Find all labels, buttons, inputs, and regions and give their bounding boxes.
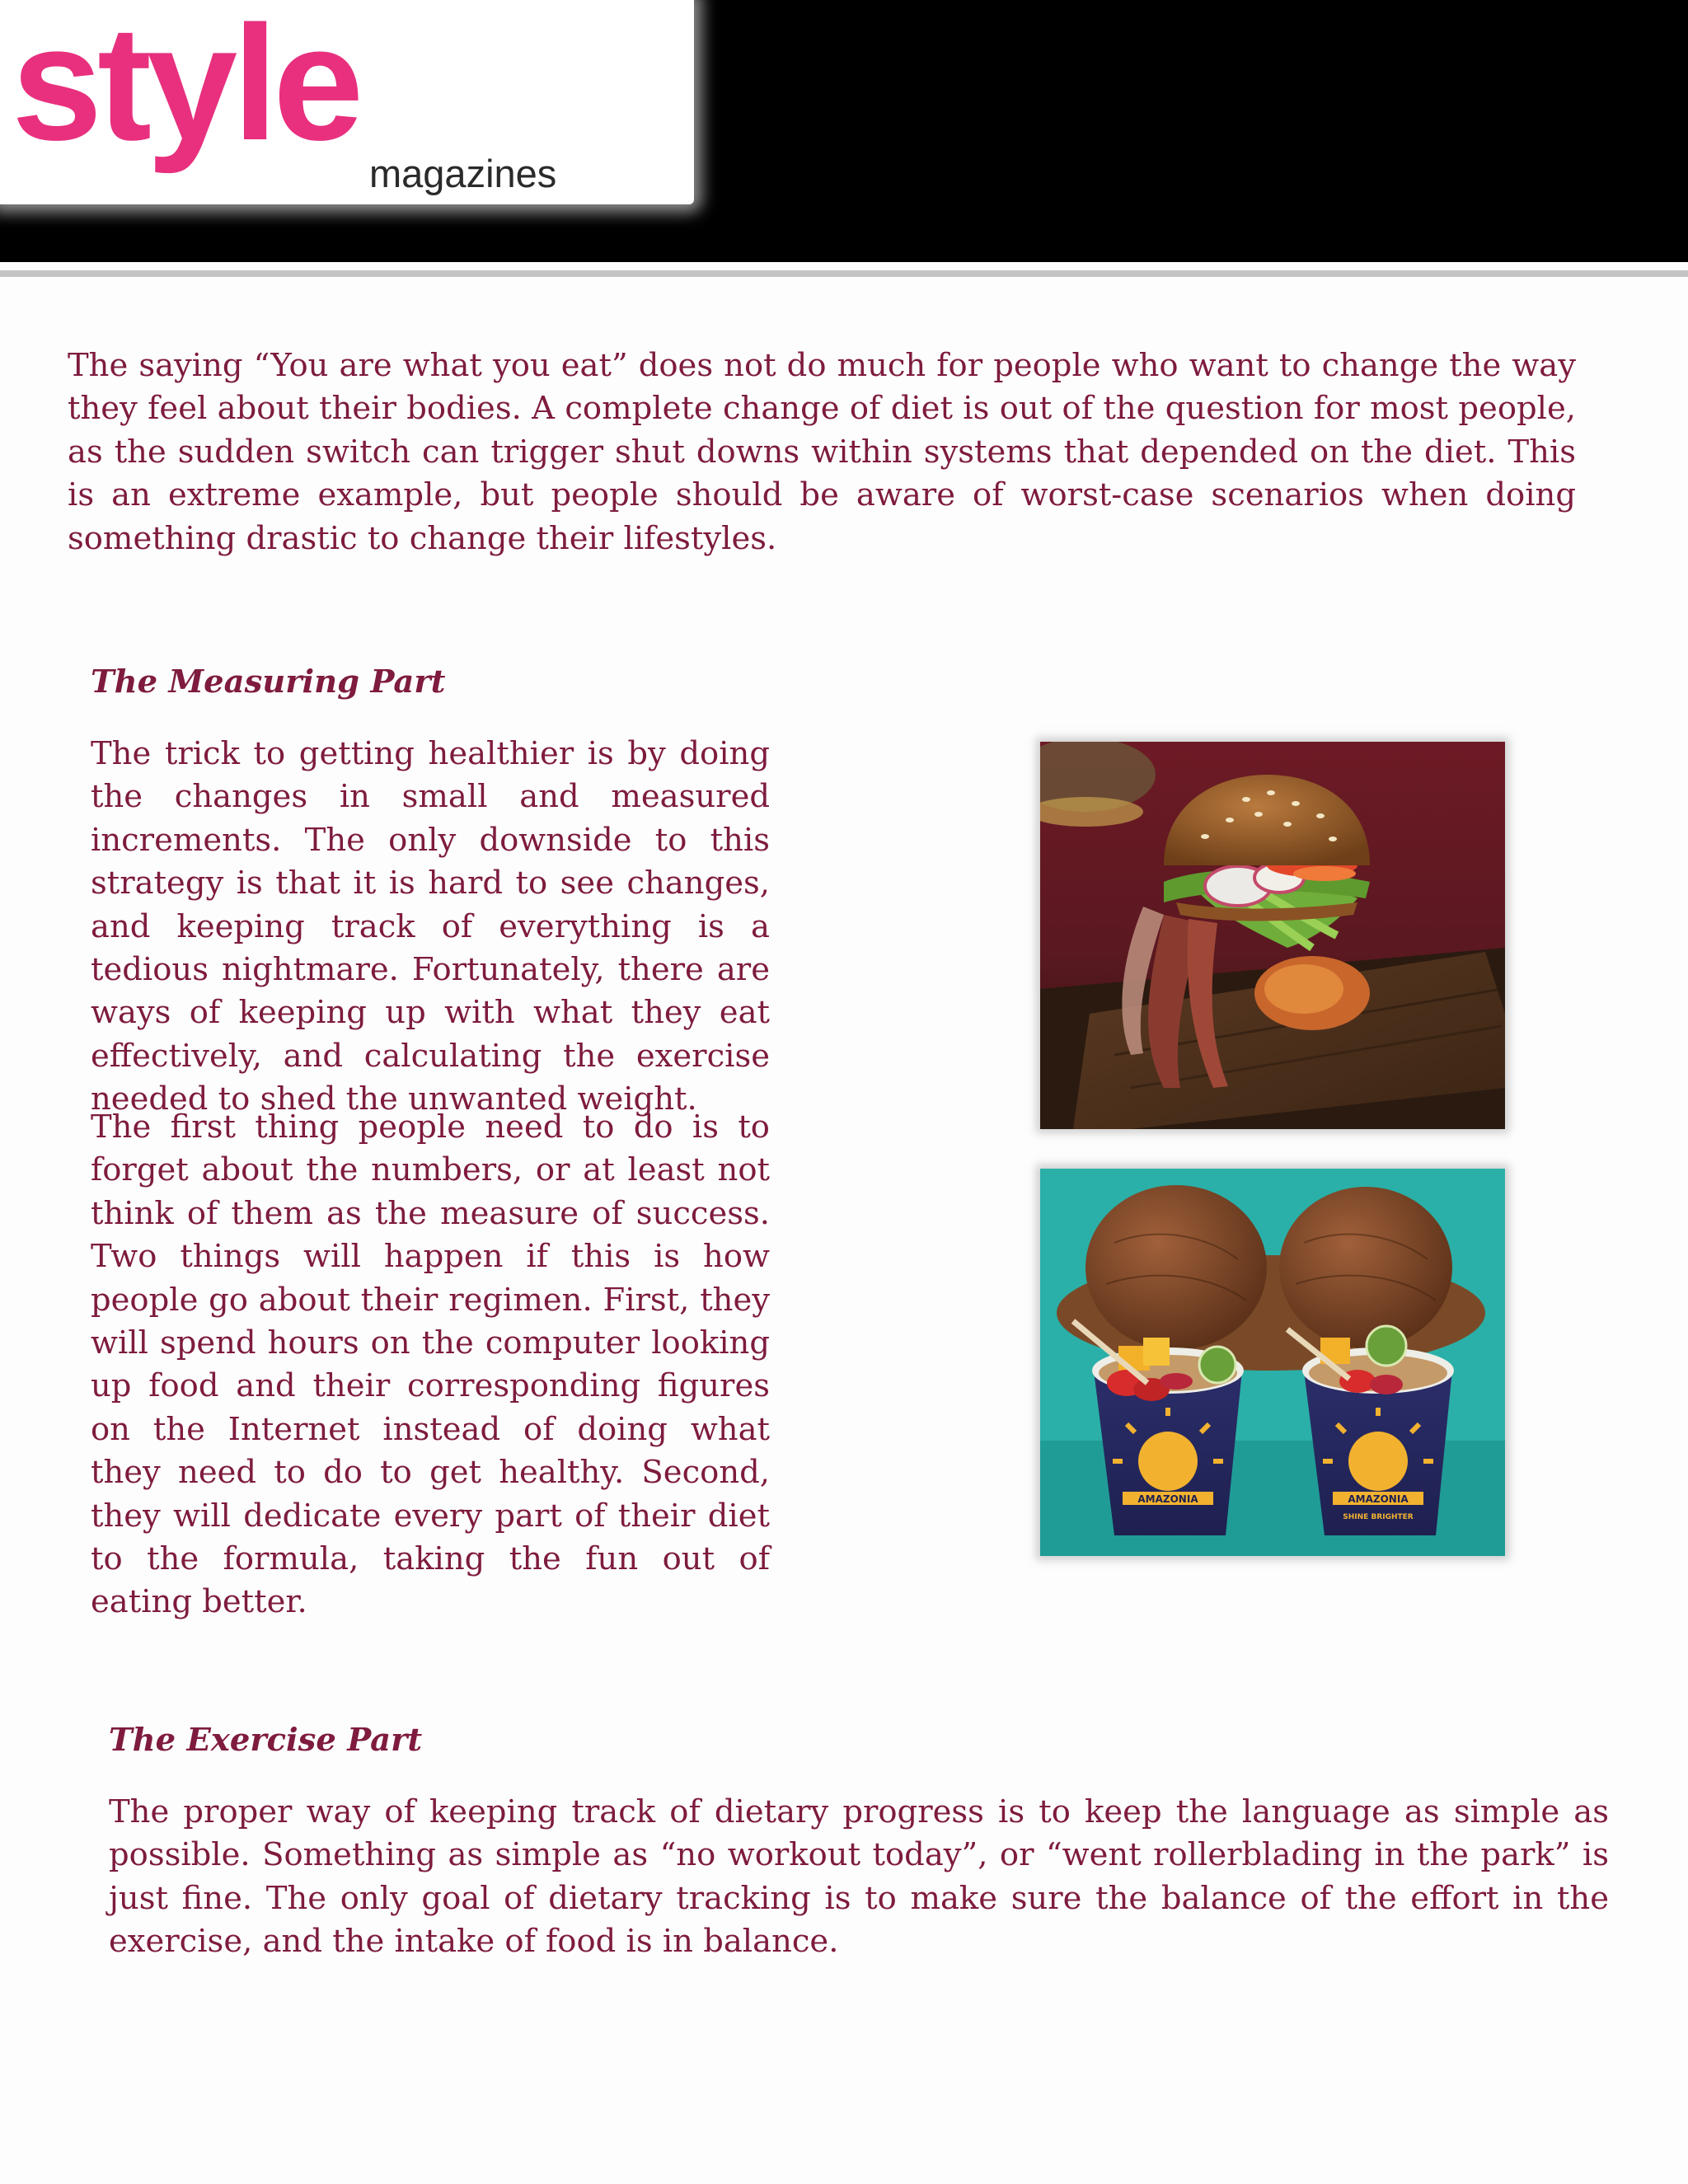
intro-paragraph: The saying “You are what you eat” does not do much for people who want to change the way they feel about their bodies. A complete change of diet is out of the question for most people, as the sudden switch can trigger shut downs within systems that depended on the diet. This is an extreme example, but people should be aware of worst-case scenarios when doing something drastic to change their lifestyles. (68, 347, 1576, 557)
logo-subtitle: magazines (369, 152, 557, 195)
exercise-paragraph: The proper way of keeping track of dietary progress is to keep the language as simple as possible. Something as simple as “no workout today”, or “went rollerblading in the park” is just fine. The only goal of dietary tracking is to make sure the balance of the effort in the exercise, and the intake of food is in balance. (109, 1793, 1609, 1961)
measuring-paragraph-2: The first thing people need to do is to forget about the numbers, or at least not think of them as the measure of success. Two things will happen if this is how people go about their regimen. First, they will spend hours on the computer looking up food and their corresponding figures on the Internet instead of doing what they need to do to get healthy. Second, they will dedicate every part of their diet to the formula, taking the fun out of eating better. (91, 1108, 770, 1621)
bowl-cup-slogan: SHINE BRIGHTER (1343, 1513, 1414, 1521)
logo[interactable] (0, 0, 694, 204)
logo-wordmark: style (12, 0, 359, 174)
section-heading-exercise: The Exercise Part (109, 1722, 423, 1759)
masthead-divider (0, 270, 1688, 277)
acai-bowls-photo (1040, 1169, 1505, 1556)
bowl-cup-brand-left: AMAZONIA (1137, 1493, 1198, 1505)
section-heading-measuring: The Measuring Part (91, 663, 446, 701)
burger-photo (1040, 742, 1505, 1129)
bowl-cup-brand-right: AMAZONIA (1348, 1493, 1409, 1505)
measuring-paragraph-1: The trick to getting healthier is by doing the changes in small and measured increments. The only downside to this strategy is that it is hard to see changes, and keeping track of everything is a tedious nightmare. Fortunately, there are ways of keeping up with what they eat effectively, and calculating the exercise needed to shed the unwanted weight. (91, 735, 770, 1118)
